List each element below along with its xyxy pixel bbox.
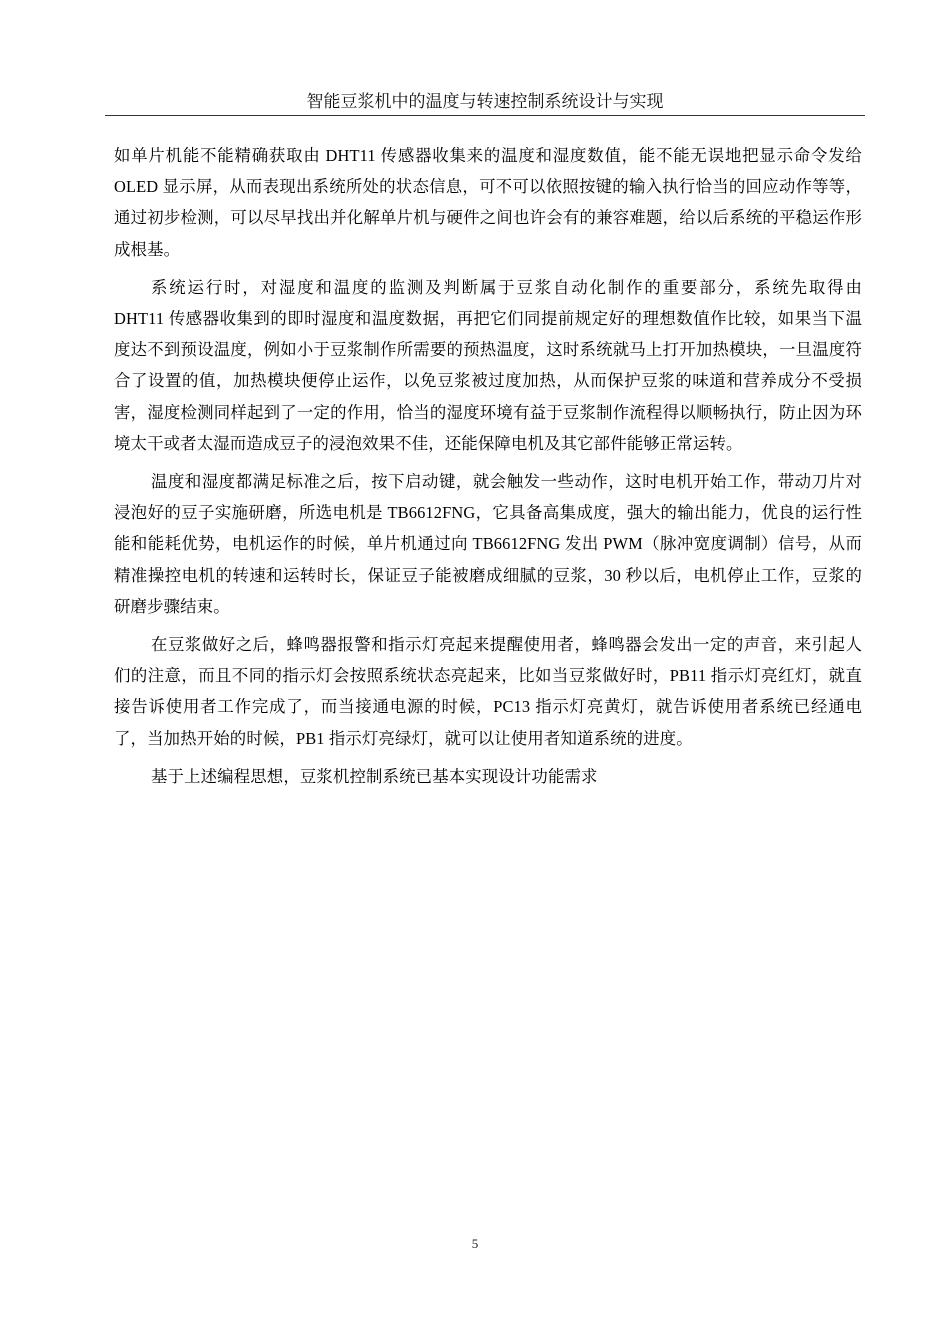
paragraph-4: 在豆浆做好之后，蜂鸣器报警和指示灯亮起来提醒使用者，蜂鸣器会发出一定的声音，来引起人们的注意，而且不同的指示灯会按照系统状态亮起来，比如当豆浆做好时，PB11 指示灯亮红灯，就直接告诉使用者工作完成了，而当接通电源的时候，PC13 指示灯亮黄灯，就告诉使用者系统已经通电了，当加热开始的时候，PB1 指示灯亮绿灯，就可以让使用者知道系统的进度。: [114, 635, 862, 748]
paragraph-2: 系统运行时，对湿度和温度的监测及判断属于豆浆自动化制作的重要部分，系统先取得由 DHT11 传感器收集到的即时湿度和温度数据，再把它们同提前规定好的理想数值作比较，如果当下温度达不到预设温度，例如小于豆浆制作所需要的预热温度，这时系统就马上打开加热模块，一旦温度符合了设置的值，加热模块便停止运作，以免豆浆被过度加热，从而保护豆浆的味道和营养成分不受损害，湿度检测同样起到了一定的作用，恰当的湿度环境有益于豆浆制作流程得以顺畅执行，防止因为环境太干或者太湿而造成豆子的浸泡效果不佳，还能保障电机及其它部件能够正常运转。: [114, 277, 879, 453]
paragraph-1: 如单片机能不能精确获取由 DHT11 传感器收集来的温度和湿度数值，能不能无误地把显示命令发给 OLED 显示屏，从而表现出系统所处的状态信息，可不可以依照按键的输入执行恰当的回应动作等等，通过初步检测，可以尽早找出并化解单片机与硬件之间也许会有的兼容难题，给以后系统的平稳运作形成根基。: [114, 146, 862, 259]
running-header-title: 智能豆浆机中的温度与转速控制系统设计与实现: [306, 92, 664, 111]
header-divider: [105, 115, 865, 116]
paragraph-3: 温度和湿度都满足标准之后，按下启动键，就会触发一些动作，这时电机开始工作，带动刀片对浸泡好的豆子实施研磨，所选电机是 TB6612FNG，它具备高集成度，强大的输出能力，优良的运行性能和能耗优势，电机运作的时候，单片机通过向 TB6612FNG 发出 PWM（脉冲宽度调制）信号，从而精准操控电机的转速和运转时长，保证豆子能被磨成细腻的豆浆，30 秒以后，电机停止工作，豆浆的研磨步骤结束。: [114, 472, 862, 616]
page-body: [114, 140, 879, 792]
page-number: 5: [471, 1236, 479, 1251]
paragraph-5: 基于上述编程思想，豆浆机控制系统已基本实现设计功能需求: [151, 766, 598, 786]
